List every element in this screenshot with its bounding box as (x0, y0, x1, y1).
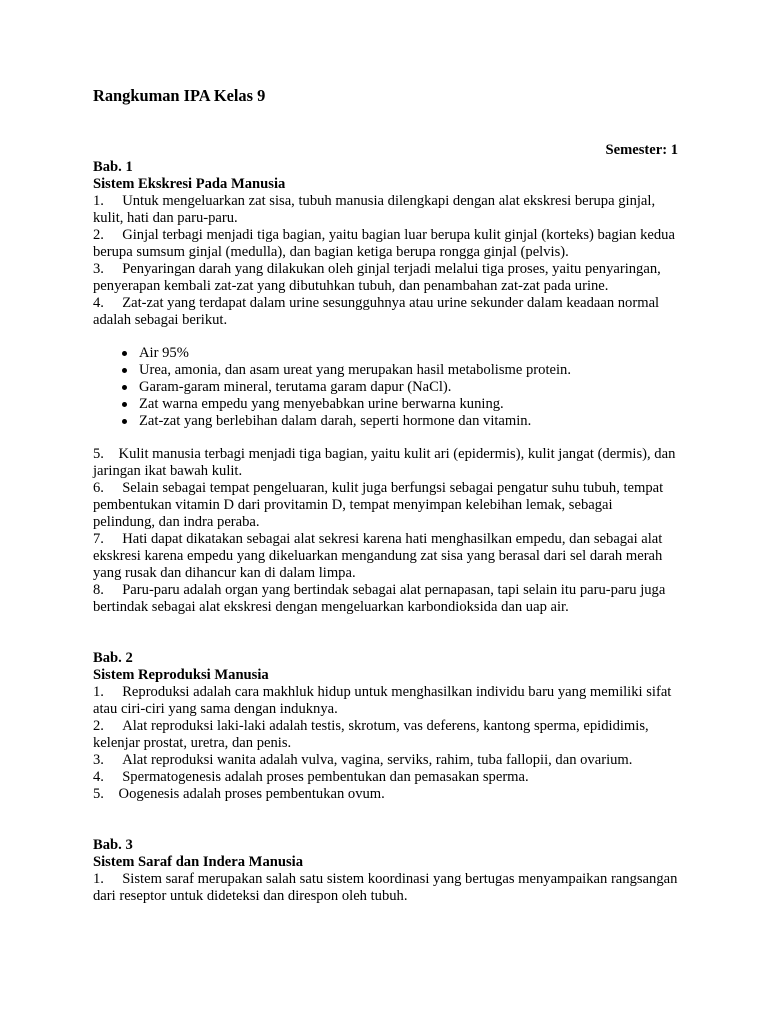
paragraph: 5. Kulit manusia terbagi menjadi tiga bagian, yaitu kulit ari (epidermis), kulit jangat (dermis), dan jaringan ikat bawah kulit. (93, 446, 676, 479)
list-item-text: Zat warna empedu yang menyebabkan urine berwarna kuning. (139, 396, 504, 412)
bullet-icon (122, 402, 127, 407)
paragraph: 4. Spermatogenesis adalah proses pembentukan dan pemasakan sperma. (93, 769, 529, 785)
paragraph: 2. Alat reproduksi laki-laki adalah testis, skrotum, vas deferens, kantong sperma, epididimis, kelenjar prostat, uretra, dan penis. (93, 718, 649, 751)
chapter-number: Bab. 1 (93, 159, 133, 175)
chapter-3 (93, 837, 678, 905)
document-title: Rangkuman IPA Kelas 9 (93, 86, 266, 105)
paragraph: 8. Paru-paru adalah organ yang bertindak sebagai alat pernapasan, tapi selain itu paru-paru juga bertindak sebagai alat ekskresi dengan mengeluarkan karbondioksida dan uap air. (93, 582, 666, 615)
paragraph: 3. Penyaringan darah yang dilakukan oleh ginjal terjadi melalui tiga proses, yaitu penyaringan, penyerapan kembali zat-zat yang dibutuhkan tubuh, dan penambahan zat-zat pada urine. (93, 261, 661, 294)
chapter-title: Sistem Saraf dan Indera Manusia (93, 854, 304, 870)
list-item-text: Urea, amonia, dan asam ureat yang merupakan hasil metabolisme protein. (139, 362, 571, 378)
document-page (93, 86, 678, 905)
chapter-1 (93, 159, 678, 616)
list-item-text: Zat-zat yang berlebihan dalam darah, seperti hormone dan vitamin. (139, 413, 532, 429)
bullet-icon (122, 351, 127, 356)
paragraph: 1. Reproduksi adalah cara makhluk hidup untuk menghasilkan individu baru yang memiliki sifat atau ciri-ciri yang sama dengan induknya. (93, 684, 672, 717)
paragraph: 5. Oogenesis adalah proses pembentukan ovum. (93, 786, 385, 802)
list-item (120, 413, 678, 430)
bullet-icon (122, 419, 127, 424)
paragraph: 4. Zat-zat yang terdapat dalam urine sesungguhnya atau urine sekunder dalam keadaan normal adalah sebagai berikut. (93, 295, 660, 328)
list-item (120, 396, 678, 413)
chapter-2 (93, 650, 678, 803)
list-item-text: Air 95% (139, 345, 189, 361)
chapter-title: Sistem Reproduksi Manusia (93, 667, 269, 683)
section-spacer (93, 616, 678, 650)
chapter-title: Sistem Ekskresi Pada Manusia (93, 176, 286, 192)
paragraph: 7. Hati dapat dikatakan sebagai alat sekresi karena hati menghasilkan empedu, dan sebagai alat ekskresi karena empedu yang dikeluarkan mengandung zat sisa yang berasal dari sel darah merah yang rusak dan dihancur kan di dalam limpa. (93, 531, 663, 581)
paragraph: 2. Ginjal terbagi menjadi tiga bagian, yaitu bagian luar berupa kulit ginjal (korteks) bagian kedua berupa sumsum ginjal (medulla), dan bagian ketiga berupa rongga ginjal (pelvis). (93, 227, 675, 260)
list-item-text: Garam-garam mineral, terutama garam dapur (NaCl). (139, 379, 452, 395)
paragraph: 3. Alat reproduksi wanita adalah vulva, vagina, serviks, rahim, tuba fallopii, dan ovarium. (93, 752, 633, 768)
bullet-icon (122, 385, 127, 390)
list-item (120, 379, 678, 396)
semester-label: Semester: 1 (605, 142, 678, 158)
chapter-number: Bab. 2 (93, 650, 133, 666)
paragraph: 1. Untuk mengeluarkan zat sisa, tubuh manusia dilengkapi dengan alat ekskresi berupa ginjal, kulit, hati dan paru-paru. (93, 193, 656, 226)
chapter-number: Bab. 3 (93, 837, 133, 853)
section-spacer (93, 803, 678, 837)
paragraph: 6. Selain sebagai tempat pengeluaran, kulit juga berfungsi sebagai pengatur suhu tubuh, tempat pembentukan vitamin D dari provitamin D, tempat menyimpan kelebihan lemak, sebagai pelindung, dan indra peraba. (93, 480, 664, 530)
list-item (120, 362, 678, 379)
bullet-icon (122, 368, 127, 373)
paragraph: 1. Sistem saraf merupakan salah satu sistem koordinasi yang bertugas menyampaikan rangsangan dari reseptor untuk dideteksi dan direspon oleh tubuh. (93, 871, 678, 904)
bullet-list (93, 345, 678, 430)
list-item (120, 345, 678, 362)
